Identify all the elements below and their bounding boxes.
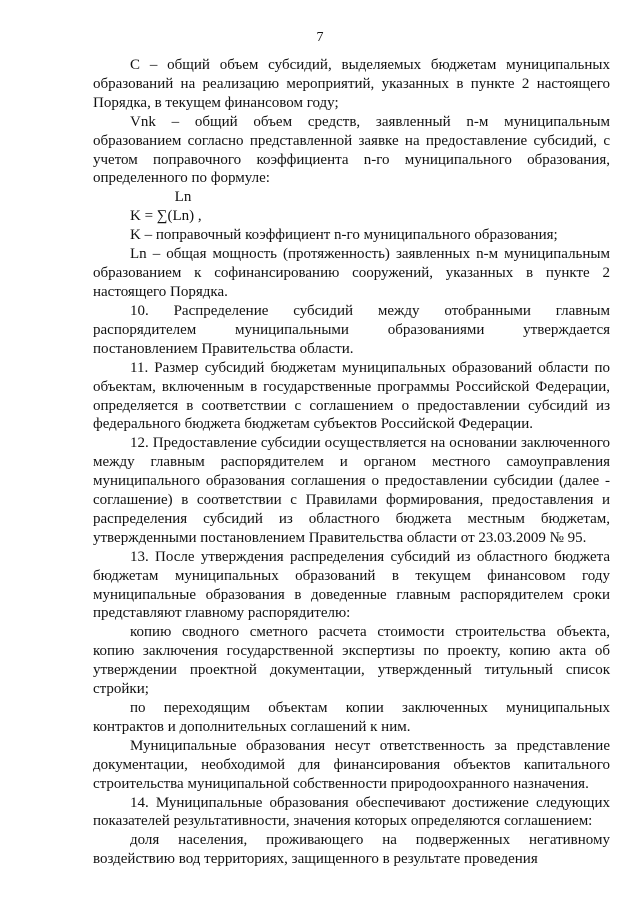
paragraph: доля населения, проживающего на подверженных негативному воздействию вод территориях, защищенного в результате проведения [93, 832, 610, 868]
paragraph: K – поправочный коэффициент n-го муниципального образования; [130, 227, 558, 244]
paragraph: Муниципальные образования несут ответственность за представление документации, необходимой для финансирования объектов капитального строительства муниципальной собственности природоохранного назначения. [93, 737, 610, 792]
paragraph: по переходящим объектам копии заключенных муниципальных контрактов и дополнительных соглашений к ним. [93, 700, 610, 735]
paragraph: 14. Муниципальные образования обеспечивают достижение следующих показателей результативности, значения которых определяются соглашением: [93, 794, 610, 830]
formula-numerator: Ln [174, 189, 192, 206]
paragraph: копию сводного сметного расчета стоимости строительства объекта, копию заключения государственной экспертизы по проекту, копию акта об утверждении проектной документации, утвержденный титульный список стройки; [93, 624, 610, 698]
paragraph: 12. Предоставление субсидии осуществляется на основании заключенного между главным распорядителем и органом местного самоуправления муниципального образования соглашения о предоставлении субсидии (далее - соглашение) в соответствии с Правилами формирования, предоставления и распределения субсидий из областного бюджета местным бюджетам, утвержденными постановлением Правительства области от 23.03.2009 № 95. [93, 435, 610, 546]
page-number: 7 [316, 30, 324, 45]
paragraph: 13. После утверждения распределения субсидий из областного бюджета бюджетам муниципальных образований в текущем финансовом году муниципальные образования в доведенные главным распорядителем сроки представляют главному распорядителю: [93, 548, 610, 622]
paragraph: Ln – общая мощность (протяженность) заявленных n-м муниципальным образованием к софинансированию сооружений, указанных в пункте 2 настоящего Порядка. [93, 246, 610, 301]
paragraph: 11. Размер субсидий бюджетам муниципальных образований области по объектам, включенным в государственные программы Российской Федерации, определяется в соответствии с соглашением о предоставлении субсидий из федерального бюджета бюджетам субъектов Российской Федерации. [93, 359, 610, 433]
formula-line: K = ∑(Ln) , [130, 208, 202, 225]
paragraph: 10. Распределение субсидий между отобранными главным распорядителем муниципальными образованиями утверждается постановлением Правительства области. [93, 302, 610, 357]
formula [93, 188, 610, 226]
paragraph: Vnk – общий объем средств, заявленный n-м муниципальным образованием согласно представленной заявке на предоставление субсидий, с учетом поправочного коэффициента n-го муниципального образования, определенного по формуле: [93, 113, 610, 187]
document-body [93, 56, 610, 869]
paragraph: С – общий объем субсидий, выделяемых бюджетам муниципальных образований на реализацию мероприятий, указанных в пункте 2 настоящего Порядка, в текущем финансовом году; [93, 57, 610, 111]
